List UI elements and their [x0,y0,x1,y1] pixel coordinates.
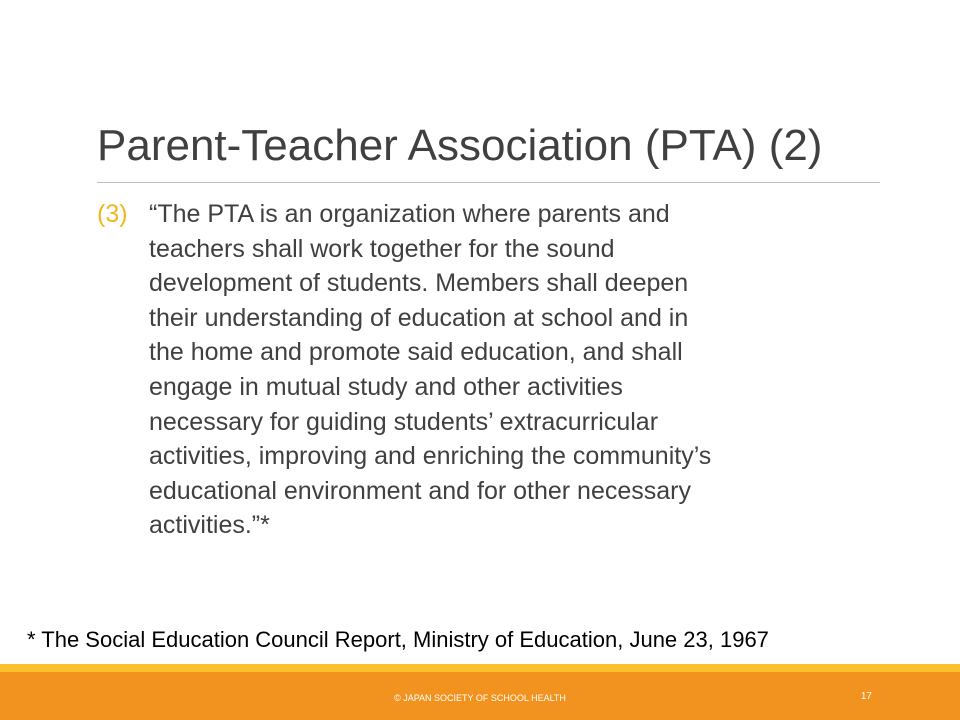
quote-line: “The PTA is an organization where parents and [149,200,670,228]
quote-line: activities, improving and enriching the community’s [149,442,712,471]
page-number: 17 [860,691,872,702]
title-divider [97,182,880,183]
quote-line: the home and promote said education, and shall [149,338,683,367]
footer-accent-strip [0,664,960,672]
quote-line: necessary for guiding students’ extracurricular [149,407,659,436]
footnote: * The Social Education Council Report, Ministry of Education, June 23, 1967 [27,627,769,652]
copyright-text: © JAPAN SOCIETY OF SCHOOL HEALTH [394,693,566,703]
quote-body [149,197,879,543]
footer-bar [0,672,960,720]
quote-line: engage in mutual study and other activities [149,372,623,401]
item-number: (3) [97,200,128,228]
slide-title: Parent-Teacher Association (PTA) (2) [97,121,823,170]
quote-line: educational environment and for other necessary [149,476,691,505]
quote-line: activities.”* [149,511,270,540]
quote-line: teachers shall work together for the sound [149,234,615,263]
quote-line: development of students. Members shall deepen [149,269,689,298]
quote-line: their understanding of education at school and in [149,303,689,332]
